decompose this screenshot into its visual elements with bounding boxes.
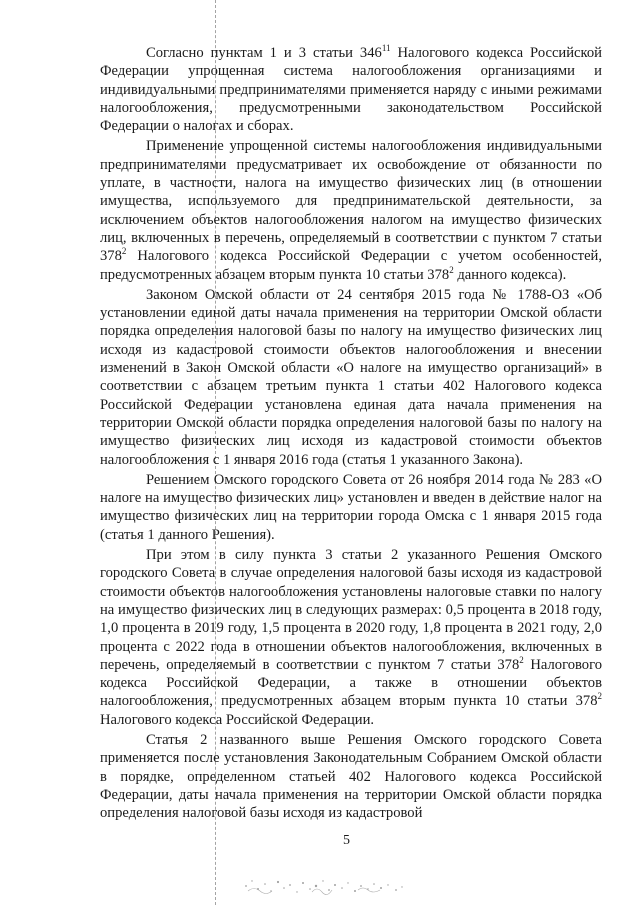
article-superscript: 2 — [121, 246, 127, 257]
paragraph-3: Законом Омской области от 24 сентября 2015 года № 1788-ОЗ «Об установлении единой даты начала применения на территории Омской области порядка определения налоговой базы по налогу на имущество физических лиц исходя из кадастровой стоимости объектов налогообложения и внесении изменений в Закон Омской области «О налоге на имущество организаций» в соответствии с абзацем третьим пункта 1 статьи 402 Налогового кодекса Российской Федерации установлена единая дата начала применения на территории Омской области порядка определения налоговой базы по налогу на имущество физических лиц исходя из кадастровой стоимости объектов налогообложения с 1 января 2016 года (статья 1 указанного Закона). — [100, 286, 602, 468]
paragraph-6: Статья 2 названного выше Решения Омского городского Совета применяется после установления Законодательным Собранием Омской области в порядке, определенном статьей 402 Налогового кодекса Российской Федерации, даты начала применения на территории Омской области порядка определения налоговой базы исходя из кадастровой — [100, 731, 602, 822]
paragraph-1: Согласно пунктам 1 и 3 статьи $346^{11}$ Налогового кодекса Российской Федерации упрощенная система налогообложения организациями и индивидуальными предпринимателями применяется наряду с иными режимами налогообложения, предусмотренными законодательством Российской Федерации о налогах и сборах. — [100, 43, 602, 135]
paragraph-5: При этом в силу пункта 3 статьи 2 указанного Решения Омского городского Совета в случае определения налоговой базы исходя из кадастровой стоимости объектов налогообложения установлены налоговые ставки по налогу на имущество физических лиц в следующих размерах: 0,5 процента в 2018 году, 1,0 процента в 2019 году, 1,5 процента в 2020 году, 1,8 процента в 2021 году, 2,0 процента с 2022 года в отношении объектов налогообложения, включенных в перечень, определяемый в соответствии с пунктом 7 статьи $378^2$ Налогового кодекса Российской Федерации, а также в отношении объектов налогообложения, предусмотренных абзацем вторым пункта 10 статьи $378^2$ Налогового кодекса Российской Федерации. — [100, 547, 602, 728]
scan-artifact — [240, 872, 410, 898]
paragraph-4: Решением Омского городского Совета от 26 ноября 2014 года № 283 «О налоге на имущество физических лиц» установлен и введен в действие налог на имущество физических лиц на территории города Омска с 1 января 2015 года (статья 1 данного Решения). — [100, 471, 602, 543]
article-superscript: 2 — [449, 264, 454, 275]
paragraph-2: Применение упрощенной системы налогообложения индивидуальными предпринимателями предусматривает их освобождение от обязанности по уплате, в частности, налога на имущество физических лиц (в отношении имущества, используемого для предпринимательской деятельности, за исключением объектов налогообложения налогом на имущество физических лиц, включенных в перечень, определяемый в соответствии с пунктом 7 статьи $378^2$ Налогового кодекса Российской Федерации с учетом особенностей, предусмотренных абзацем вторым пункта 10 статьи $378^2$ данного кодекса). — [100, 138, 602, 283]
page-number: 5 — [343, 833, 350, 848]
article-superscript: 2 — [597, 691, 602, 702]
article-superscript: 2 — [519, 654, 524, 665]
article-superscript: 11 — [381, 43, 391, 54]
document-page — [100, 44, 602, 822]
